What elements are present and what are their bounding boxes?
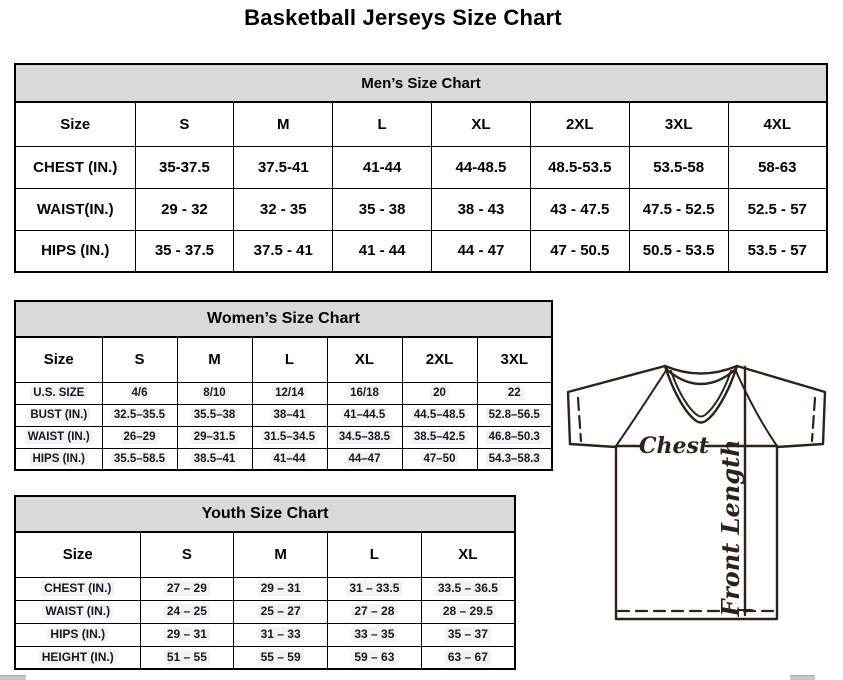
size-cell: 41-44 — [333, 146, 432, 188]
size-cell-text: 29–31.5 — [191, 430, 239, 444]
size-cell-text: 33 – 35 — [351, 627, 397, 642]
size-cell — [421, 577, 515, 600]
row-label-text: HIPS (IN.) — [47, 627, 108, 642]
size-cell: 52.5 - 57 — [728, 188, 827, 230]
size-cell: 43 - 47.5 — [530, 188, 629, 230]
table-row — [15, 577, 515, 600]
column-header: 2XL — [402, 337, 477, 382]
column-header: 4XL — [728, 102, 827, 146]
size-cell: 37.5-41 — [234, 146, 333, 188]
size-cell: 35 - 37.5 — [135, 230, 234, 272]
size-cell — [102, 382, 177, 404]
size-cell-text: 44.5–48.5 — [411, 408, 468, 422]
table-title-row — [15, 64, 827, 102]
size-cell-text: 12/14 — [272, 386, 307, 400]
size-cell — [328, 623, 422, 646]
column-header-row — [15, 102, 827, 146]
size-cell-text: 28 – 29.5 — [440, 604, 496, 619]
row-label-text: WAIST (IN.) — [42, 604, 113, 619]
size-cell-text: 44–47 — [346, 452, 384, 466]
size-cell: 35-37.5 — [135, 146, 234, 188]
size-cell — [234, 646, 328, 669]
size-cell-text: 51 – 55 — [164, 650, 210, 665]
column-header: L — [333, 102, 432, 146]
size-cell — [327, 382, 402, 404]
table-row — [15, 623, 515, 646]
size-cell-text: 20 — [430, 386, 449, 400]
table-row — [15, 426, 552, 448]
size-cell-text: 29 – 31 — [164, 627, 210, 642]
size-cell — [102, 426, 177, 448]
size-cell — [328, 577, 422, 600]
size-cell — [102, 404, 177, 426]
size-cell: 47.5 - 52.5 — [629, 188, 728, 230]
size-cell: 53.5 - 57 — [728, 230, 827, 272]
size-cell-text: 31 – 33 — [258, 627, 304, 642]
row-label-text: WAIST (IN.) — [25, 430, 93, 444]
column-header: XL — [432, 102, 531, 146]
row-label-text: HIPS (IN.) — [30, 452, 88, 466]
size-cell-text: 38–41 — [271, 408, 309, 422]
row-label — [15, 646, 140, 669]
size-cell — [234, 623, 328, 646]
table-title-row — [15, 301, 552, 337]
size-cell: 48.5-53.5 — [530, 146, 629, 188]
column-header: XL — [327, 337, 402, 382]
size-cell-text: 31.5–34.5 — [261, 430, 318, 444]
size-cell — [477, 448, 552, 470]
size-cell — [402, 404, 477, 426]
table-row — [15, 448, 552, 470]
size-cell — [234, 600, 328, 623]
size-cell-text: 26–29 — [121, 430, 159, 444]
table-row — [15, 382, 552, 404]
row-label — [15, 623, 140, 646]
size-cell: 35 - 38 — [333, 188, 432, 230]
row-label: HIPS (IN.) — [15, 230, 135, 272]
size-cell-text: 27 – 29 — [164, 581, 210, 596]
column-header-row — [15, 337, 552, 382]
size-cell — [252, 448, 327, 470]
size-cell — [327, 448, 402, 470]
size-cell — [102, 448, 177, 470]
size-cell — [477, 382, 552, 404]
size-cell-text: 46.8–50.3 — [486, 430, 543, 444]
row-label — [15, 600, 140, 623]
column-header: Size — [15, 532, 140, 577]
row-label-text: U.S. SIZE — [30, 386, 87, 400]
size-cell — [477, 426, 552, 448]
size-cell — [328, 600, 422, 623]
table-row — [15, 404, 552, 426]
row-label-text: CHEST (IN.) — [41, 581, 114, 596]
size-cell: 44-48.5 — [432, 146, 531, 188]
size-cell-text: 29 – 31 — [258, 581, 304, 596]
column-header: XL — [421, 532, 515, 577]
size-cell: 53.5-58 — [629, 146, 728, 188]
column-header: S — [135, 102, 234, 146]
size-cell — [234, 577, 328, 600]
column-header: M — [234, 102, 333, 146]
jersey-left-sleeve-dash — [578, 398, 581, 441]
table-row — [15, 146, 827, 188]
row-label: WAIST(IN.) — [15, 188, 135, 230]
size-cell-text: 63 – 67 — [445, 650, 491, 665]
size-cell: 29 - 32 — [135, 188, 234, 230]
column-header-row — [15, 532, 515, 577]
size-cell-text: 35.5–38 — [191, 408, 239, 422]
row-label — [15, 448, 102, 470]
chest-label: Chest — [638, 433, 710, 459]
size-cell-text: 33.5 – 36.5 — [435, 581, 501, 596]
size-cell-text: 27 – 28 — [351, 604, 397, 619]
size-cell — [477, 404, 552, 426]
size-cell-text: 41–44.5 — [341, 408, 389, 422]
size-cell-text: 59 – 63 — [351, 650, 397, 665]
size-cell — [421, 600, 515, 623]
table-row — [15, 600, 515, 623]
size-cell — [177, 404, 252, 426]
size-cell — [328, 646, 422, 669]
table-row — [15, 230, 827, 272]
row-label — [15, 426, 102, 448]
table-row — [15, 646, 515, 669]
size-cell-text: 55 – 59 — [258, 650, 304, 665]
front-length-label: Front Length — [716, 439, 745, 617]
size-cell-text: 35 – 37 — [445, 627, 491, 642]
size-cell — [421, 623, 515, 646]
size-cell-text: 24 – 25 — [164, 604, 210, 619]
size-cell-text: 52.8–56.5 — [486, 408, 543, 422]
column-header: M — [177, 337, 252, 382]
row-label — [15, 382, 102, 404]
size-cell — [327, 404, 402, 426]
size-cell: 41 - 44 — [333, 230, 432, 272]
size-cell — [402, 382, 477, 404]
size-cell — [252, 404, 327, 426]
size-cell-text: 22 — [505, 386, 524, 400]
size-cell-text: 31 – 33.5 — [346, 581, 402, 596]
column-header: Size — [15, 337, 102, 382]
size-cell: 32 - 35 — [234, 188, 333, 230]
horizontal-scrollbar-fragment-left[interactable] — [0, 675, 26, 680]
size-cell-text: 25 – 27 — [258, 604, 304, 619]
size-cell-text: 4/6 — [129, 386, 151, 400]
table-title: Youth Size Chart — [15, 496, 515, 532]
table-row — [15, 188, 827, 230]
page-title: Basketball Jerseys Size Chart — [244, 5, 562, 30]
mens-size-table — [14, 63, 828, 273]
jersey-right-seam — [735, 369, 777, 446]
size-cell: 50.5 - 53.5 — [629, 230, 728, 272]
size-cell: 38 - 43 — [432, 188, 531, 230]
size-cell — [140, 577, 234, 600]
table-title: Men’s Size Chart — [15, 64, 827, 102]
size-cell — [140, 623, 234, 646]
column-header: 3XL — [477, 337, 552, 382]
size-cell-text: 54.3–58.3 — [486, 452, 543, 466]
size-cell — [327, 426, 402, 448]
size-cell-text: 38.5–41 — [191, 452, 239, 466]
jersey-right-sleeve-dash — [812, 398, 815, 441]
size-cell — [421, 646, 515, 669]
size-cell-text: 32.5–35.5 — [111, 408, 168, 422]
size-cell-text: 34.5–38.5 — [336, 430, 393, 444]
table-title: Women’s Size Chart — [15, 301, 552, 337]
row-label: CHEST (IN.) — [15, 146, 135, 188]
size-cell — [177, 448, 252, 470]
row-label-text: HEIGHT (IN.) — [39, 650, 117, 665]
row-label-text: BUST (IN.) — [27, 408, 90, 422]
size-cell-text: 16/18 — [347, 386, 382, 400]
size-cell-text: 35.5–58.5 — [111, 452, 168, 466]
size-cell-text: 47–50 — [421, 452, 459, 466]
jersey-diagram — [556, 356, 838, 638]
size-cell — [140, 646, 234, 669]
row-label — [15, 577, 140, 600]
size-cell: 58-63 — [728, 146, 827, 188]
column-header: 3XL — [629, 102, 728, 146]
horizontal-scrollbar-fragment-right[interactable] — [790, 675, 815, 680]
size-cell — [177, 426, 252, 448]
size-cell — [402, 426, 477, 448]
column-header: 2XL — [530, 102, 629, 146]
size-cell: 44 - 47 — [432, 230, 531, 272]
column-header: L — [328, 532, 422, 577]
size-cell: 47 - 50.5 — [530, 230, 629, 272]
size-cell — [252, 426, 327, 448]
size-cell-text: 8/10 — [200, 386, 228, 400]
size-cell — [402, 448, 477, 470]
column-header: M — [234, 532, 328, 577]
column-header: S — [140, 532, 234, 577]
row-label — [15, 404, 102, 426]
size-cell-text: 38.5–42.5 — [411, 430, 468, 444]
womens-size-table — [14, 300, 553, 471]
jersey-outline-path — [568, 366, 825, 619]
column-header: Size — [15, 102, 135, 146]
size-cell — [140, 600, 234, 623]
size-cell: 37.5 - 41 — [234, 230, 333, 272]
youth-size-table — [14, 495, 516, 670]
column-header: S — [102, 337, 177, 382]
size-cell — [252, 382, 327, 404]
column-header: L — [252, 337, 327, 382]
table-title-row — [15, 496, 515, 532]
size-cell-text: 41–44 — [271, 452, 309, 466]
size-cell — [177, 382, 252, 404]
